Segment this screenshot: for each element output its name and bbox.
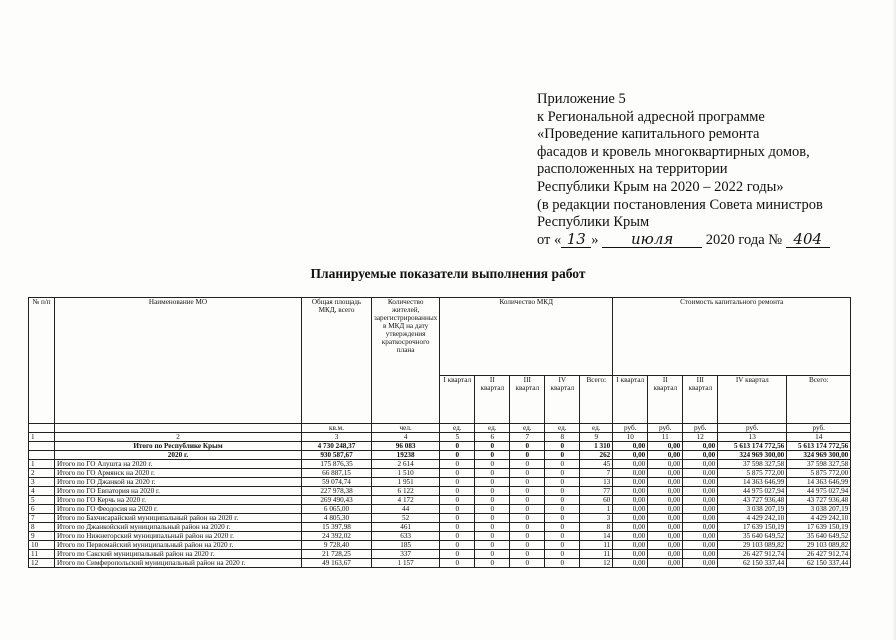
table-cell: 0 [475, 550, 510, 559]
table-cell: 0,00 [648, 514, 683, 523]
table-cell: 44 975 027,94 [718, 487, 787, 496]
table-cell: 0 [475, 505, 510, 514]
table-cell: 44 975 027,94 [787, 487, 851, 496]
col-number-cell: 8 [545, 433, 580, 442]
table-cell: 0 [545, 496, 580, 505]
table-cell: 0 [545, 442, 580, 451]
table-cell: 0,00 [648, 442, 683, 451]
table-cell: 0,00 [613, 478, 648, 487]
table-cell: Итого по ГО Армянск на 2020 г. [55, 469, 302, 478]
table-cell: 3 038 207,19 [787, 505, 851, 514]
table-cell: 1 [580, 505, 613, 514]
table-cell: 0 [545, 505, 580, 514]
col-header-mkd-count: Количество МКД [440, 298, 613, 376]
table-cell: 0 [440, 559, 475, 568]
table-row [29, 478, 851, 487]
table-cell: 0,00 [683, 559, 718, 568]
table-cell: 1 [29, 460, 55, 469]
table-cell: 185 [372, 541, 440, 550]
table-cell: 17 639 150,19 [718, 523, 787, 532]
table-cell: Итого по ГО Джанкой на 2020 г. [55, 478, 302, 487]
table-cell: 0 [440, 523, 475, 532]
handwritten-resolution-number: 404 [786, 232, 830, 248]
table-cell: 0,00 [648, 496, 683, 505]
table-cell: 2 [29, 469, 55, 478]
col-header-cost-q1: I квартал [613, 376, 648, 424]
indicators-table [28, 297, 851, 568]
table-row [29, 487, 851, 496]
unit-cell: руб. [648, 424, 683, 433]
table-cell: Итого по Первомайский муниципальный район на 2020 г. [55, 541, 302, 550]
table-cell: 4 [29, 487, 55, 496]
scan-edge-shadow [892, 0, 896, 640]
unit-cell: руб. [683, 424, 718, 433]
col-header-mo: Наименование МО [55, 298, 302, 424]
appendix-line: к Региональной адресной программе [537, 108, 765, 125]
table-cell: 0 [440, 460, 475, 469]
col-header-q1: I квартал [440, 376, 475, 424]
table-cell: 0,00 [648, 478, 683, 487]
table-cell: 0 [510, 532, 545, 541]
table-cell: 13 [580, 478, 613, 487]
table-cell: 45 [580, 460, 613, 469]
table-cell: 0,00 [683, 442, 718, 451]
table-cell: 930 587,67 [302, 451, 372, 460]
table-cell: 0 [510, 442, 545, 451]
table-cell: 9 728,40 [302, 541, 372, 550]
table-row [29, 550, 851, 559]
table-cell: 2020 г. [55, 451, 302, 460]
unit-cell: ед. [440, 424, 475, 433]
table-cell: 62 150 337,44 [787, 559, 851, 568]
header-row-1 [29, 298, 851, 376]
unit-cell: руб. [718, 424, 787, 433]
table-cell: 0,00 [613, 460, 648, 469]
table-cell: 4 429 242,10 [787, 514, 851, 523]
col-header-cost-q4: IV квартал [718, 376, 787, 424]
table-cell: 0 [545, 460, 580, 469]
table-cell: 0,00 [613, 532, 648, 541]
table-cell: 0,00 [683, 487, 718, 496]
table-cell: 29 103 089,82 [718, 541, 787, 550]
table-cell: 0 [440, 478, 475, 487]
handwritten-day: 13 [561, 232, 591, 248]
table-cell: 0 [440, 505, 475, 514]
col-number-cell: 14 [787, 433, 851, 442]
table-cell: 0,00 [648, 550, 683, 559]
table-cell: 12 [29, 559, 55, 568]
table-cell: 175 876,35 [302, 460, 372, 469]
units-row [29, 424, 851, 433]
appendix-line: (в редакции постановления Совета министров [537, 196, 823, 213]
table-cell: 0,00 [648, 559, 683, 568]
table-cell: 0 [440, 550, 475, 559]
table-cell: 5 875 772,00 [718, 469, 787, 478]
table-cell: 227 978,38 [302, 487, 372, 496]
table-cell: 0 [510, 550, 545, 559]
table-cell: 0 [510, 541, 545, 550]
appendix-line: фасадов и кровель многоквартирных домов, [537, 143, 810, 160]
table-row [29, 541, 851, 550]
table-cell: 1 951 [372, 478, 440, 487]
unit-cell [55, 424, 302, 433]
table-cell: Итого по ГО Алушта на 2020 г. [55, 460, 302, 469]
table-cell: 0 [475, 460, 510, 469]
table-cell: 9 [29, 532, 55, 541]
table-cell: 3 [580, 514, 613, 523]
table-cell: 14 [580, 532, 613, 541]
table-cell: 4 805,30 [302, 514, 372, 523]
table-cell: 0,00 [648, 460, 683, 469]
table-cell: 0,00 [683, 478, 718, 487]
appendix-line: расположенных на территории [537, 161, 728, 178]
table-cell: 0 [510, 514, 545, 523]
table-cell: 0 [545, 487, 580, 496]
table-cell: 0 [545, 469, 580, 478]
table-cell: Итого по ГО Феодосия на 2020 г. [55, 505, 302, 514]
col-header-cost-q2: II квартал [648, 376, 683, 424]
table-cell: 0 [440, 487, 475, 496]
table-cell: 24 392,02 [302, 532, 372, 541]
table-cell: 29 103 089,82 [787, 541, 851, 550]
table-cell: 262 [580, 451, 613, 460]
appendix-header [537, 91, 867, 249]
table-cell: 37 598 327,58 [787, 460, 851, 469]
table-cell: 11 [580, 550, 613, 559]
table-cell: 6 065,00 [302, 505, 372, 514]
table-cell: 0 [440, 442, 475, 451]
table-cell: 0,00 [683, 541, 718, 550]
table-cell: 0 [475, 478, 510, 487]
table-row [29, 523, 851, 532]
appendix-line: «Проведение капитального ремонта [537, 126, 760, 143]
table-cell: 0 [510, 478, 545, 487]
table-cell: 0,00 [613, 514, 648, 523]
table-cell: 0,00 [683, 550, 718, 559]
table-cell: 37 598 327,58 [718, 460, 787, 469]
col-number-cell: 5 [440, 433, 475, 442]
table-cell: Итого по Джанкойский муниципальный район на 2020 г. [55, 523, 302, 532]
republic-total-row [29, 442, 851, 451]
table-row [29, 496, 851, 505]
table-cell: 0 [510, 523, 545, 532]
table-cell: 0 [475, 487, 510, 496]
table-cell: 21 728,25 [302, 550, 372, 559]
table-cell: 0 [510, 559, 545, 568]
table-cell: 6 122 [372, 487, 440, 496]
table-cell: 62 150 337,44 [718, 559, 787, 568]
table-cell: 0,00 [683, 496, 718, 505]
table-cell: Итого по ГО Керчь на 2020 г. [55, 496, 302, 505]
table-cell: 11 [29, 550, 55, 559]
table-row [29, 460, 851, 469]
table-cell: 633 [372, 532, 440, 541]
col-number-cell: 10 [613, 433, 648, 442]
table-cell: 3 [29, 478, 55, 487]
table-cell: 10 [29, 541, 55, 550]
table-cell: 0,00 [648, 451, 683, 460]
table-cell: 0,00 [648, 523, 683, 532]
table-cell: 0,00 [648, 505, 683, 514]
table-cell: 4 429 242,10 [718, 514, 787, 523]
table-cell: 0 [475, 532, 510, 541]
table-cell: 0 [440, 469, 475, 478]
table-cell: 0,00 [648, 532, 683, 541]
table-cell: 4 172 [372, 496, 440, 505]
table-cell: Итого по Нижнегорский муниципальный район на 2020 г. [55, 532, 302, 541]
table-cell: 0 [475, 514, 510, 523]
table-cell: 0,00 [648, 469, 683, 478]
table-cell: 0 [475, 451, 510, 460]
table-cell: 6 [29, 505, 55, 514]
table-cell: 7 [580, 469, 613, 478]
table-cell: 1 157 [372, 559, 440, 568]
table-cell: 0 [545, 541, 580, 550]
table-cell: 0,00 [613, 523, 648, 532]
col-header-q4: IV квартал [545, 376, 580, 424]
col-number-cell: 13 [718, 433, 787, 442]
table-cell: 0 [545, 478, 580, 487]
col-number-cell: 12 [683, 433, 718, 442]
table-cell: 324 969 300,00 [718, 451, 787, 460]
table-cell: 0,00 [683, 532, 718, 541]
col-header-cost: Стоимость капитального ремонта [613, 298, 851, 376]
col-number-cell: 6 [475, 433, 510, 442]
col-header-area: Общая площадь МКД, всего [302, 298, 372, 424]
table-cell: 77 [580, 487, 613, 496]
col-number-cell: 1 [29, 433, 55, 442]
appendix-line: Приложение 5 [537, 91, 626, 107]
document-title: Планируемые показатели выполнения работ [310, 266, 586, 281]
table-cell: 0 [545, 532, 580, 541]
table-cell: 19238 [372, 451, 440, 460]
table-cell: 17 639 150,19 [787, 523, 851, 532]
table-cell: 59 074,74 [302, 478, 372, 487]
table-cell: 14 363 646,99 [787, 478, 851, 487]
table-cell: 0 [510, 469, 545, 478]
table-row [29, 514, 851, 523]
date-year-text: 2020 года № [705, 231, 783, 248]
table-cell: 0 [440, 532, 475, 541]
table-cell: 0 [440, 496, 475, 505]
table-cell: 0 [475, 523, 510, 532]
municipality-rows [29, 460, 851, 568]
appendix-line: Республики Крым на 2020 – 2022 годы» [537, 178, 784, 195]
table-cell: 0 [510, 451, 545, 460]
date-mid: » [591, 231, 599, 248]
table-cell: 324 969 300,00 [787, 451, 851, 460]
year-total-row [29, 451, 851, 460]
table-cell: 0 [475, 541, 510, 550]
col-number-cell: 11 [648, 433, 683, 442]
table-cell: 0,00 [613, 541, 648, 550]
table-cell: 26 427 912,74 [787, 550, 851, 559]
table-cell: 0,00 [683, 460, 718, 469]
table-cell: 0,00 [613, 550, 648, 559]
date-prefix: от « [537, 231, 562, 248]
table-cell: 43 727 936,48 [718, 496, 787, 505]
table-cell: 0,00 [613, 505, 648, 514]
table-row [29, 505, 851, 514]
table-cell: 0,00 [683, 514, 718, 523]
col-number-cell: 3 [302, 433, 372, 442]
table-cell: 0,00 [613, 442, 648, 451]
table-cell: 14 363 646,99 [718, 478, 787, 487]
unit-cell: ед. [545, 424, 580, 433]
table-cell: Итого по Республике Крым [55, 442, 302, 451]
table-cell: Итого по Сакский муниципальный район на 2020 г. [55, 550, 302, 559]
table-cell: 2 614 [372, 460, 440, 469]
table-cell: 0 [510, 487, 545, 496]
table-cell: 0 [545, 559, 580, 568]
table-cell: 461 [372, 523, 440, 532]
table-row [29, 532, 851, 541]
table-cell: 0,00 [648, 487, 683, 496]
table-cell: 0,00 [648, 541, 683, 550]
table-cell [29, 442, 55, 451]
table-cell: 12 [580, 559, 613, 568]
table-cell: 35 640 649,52 [718, 532, 787, 541]
table-cell: 269 490,43 [302, 496, 372, 505]
col-header-residents: Количество жителей, зарегистрированных в МКД на дату утверждения краткосрочного плана [372, 298, 440, 424]
table-cell: 0 [545, 550, 580, 559]
col-header-q3: III квартал [510, 376, 545, 424]
table-cell: 0 [545, 514, 580, 523]
unit-cell: ед. [580, 424, 613, 433]
table-cell: 0 [545, 523, 580, 532]
table-row [29, 469, 851, 478]
table-cell: 35 640 649,52 [787, 532, 851, 541]
table-cell: 0 [475, 496, 510, 505]
unit-cell: ед. [510, 424, 545, 433]
table-cell: 96 083 [372, 442, 440, 451]
table-cell: 0,00 [683, 451, 718, 460]
table-cell: 0,00 [613, 469, 648, 478]
table-cell: 0,00 [613, 487, 648, 496]
table-cell: 52 [372, 514, 440, 523]
table-cell: 3 038 207,19 [718, 505, 787, 514]
table-cell: 60 [580, 496, 613, 505]
table-cell: 26 427 912,74 [718, 550, 787, 559]
col-header-cost-total: Всего: [787, 376, 851, 424]
unit-cell: руб. [787, 424, 851, 433]
col-number-cell: 9 [580, 433, 613, 442]
unit-cell: кв.м. [302, 424, 372, 433]
table-cell: 5 613 174 772,56 [718, 442, 787, 451]
table-cell: 15 397,98 [302, 523, 372, 532]
col-header-num: № п/п [29, 298, 55, 424]
appendix-line: Республики Крым [537, 214, 650, 231]
table-cell: 0 [475, 559, 510, 568]
table-cell: 11 [580, 541, 613, 550]
table-cell: 0,00 [683, 523, 718, 532]
table-cell: 0,00 [613, 496, 648, 505]
handwritten-month: июля [602, 232, 702, 248]
table-cell: 66 887,15 [302, 469, 372, 478]
table-cell: 0 [440, 451, 475, 460]
unit-cell: руб. [613, 424, 648, 433]
table-cell: 4 730 248,37 [302, 442, 372, 451]
table-cell: 44 [372, 505, 440, 514]
table-cell: Итого по Бахчисарайский муниципальный район на 2020 г. [55, 514, 302, 523]
table-cell: 0 [510, 460, 545, 469]
table-cell: 1 510 [372, 469, 440, 478]
table-cell: 0,00 [683, 469, 718, 478]
table-cell: 337 [372, 550, 440, 559]
unit-cell: ед. [475, 424, 510, 433]
col-header-cost-q3: III квартал [683, 376, 718, 424]
col-number-cell: 4 [372, 433, 440, 442]
approval-date-line [537, 229, 867, 250]
col-number-cell: 2 [55, 433, 302, 442]
table-cell: 5 875 772,00 [787, 469, 851, 478]
col-header-total: Всего: [580, 376, 613, 424]
col-header-q2: II квартал [475, 376, 510, 424]
table-cell: 43 727 936,48 [787, 496, 851, 505]
table-cell: 0 [545, 451, 580, 460]
table-cell: 1 310 [580, 442, 613, 451]
table-cell: 0 [440, 514, 475, 523]
table-cell: 0 [510, 505, 545, 514]
table-cell: 5 613 174 772,56 [787, 442, 851, 451]
table-row [29, 559, 851, 568]
table-cell: 5 [29, 496, 55, 505]
table-cell: 0 [440, 541, 475, 550]
table-cell: 0 [475, 442, 510, 451]
table-cell: 0,00 [613, 451, 648, 460]
table-cell: 8 [29, 523, 55, 532]
table-cell: 8 [580, 523, 613, 532]
table-cell: 0 [475, 469, 510, 478]
table-cell [29, 451, 55, 460]
table-cell: 0 [510, 496, 545, 505]
column-numbers-row [29, 433, 851, 442]
table-cell: 0,00 [683, 505, 718, 514]
unit-cell [29, 424, 55, 433]
table-cell: 49 163,67 [302, 559, 372, 568]
table-cell: Итого по Симферопольский муниципальный район на 2020 г. [55, 559, 302, 568]
table-cell: 7 [29, 514, 55, 523]
unit-cell: чел. [372, 424, 440, 433]
col-number-cell: 7 [510, 433, 545, 442]
table-cell: Итого по ГО Евпатория на 2020 г. [55, 487, 302, 496]
table-cell: 0,00 [613, 559, 648, 568]
